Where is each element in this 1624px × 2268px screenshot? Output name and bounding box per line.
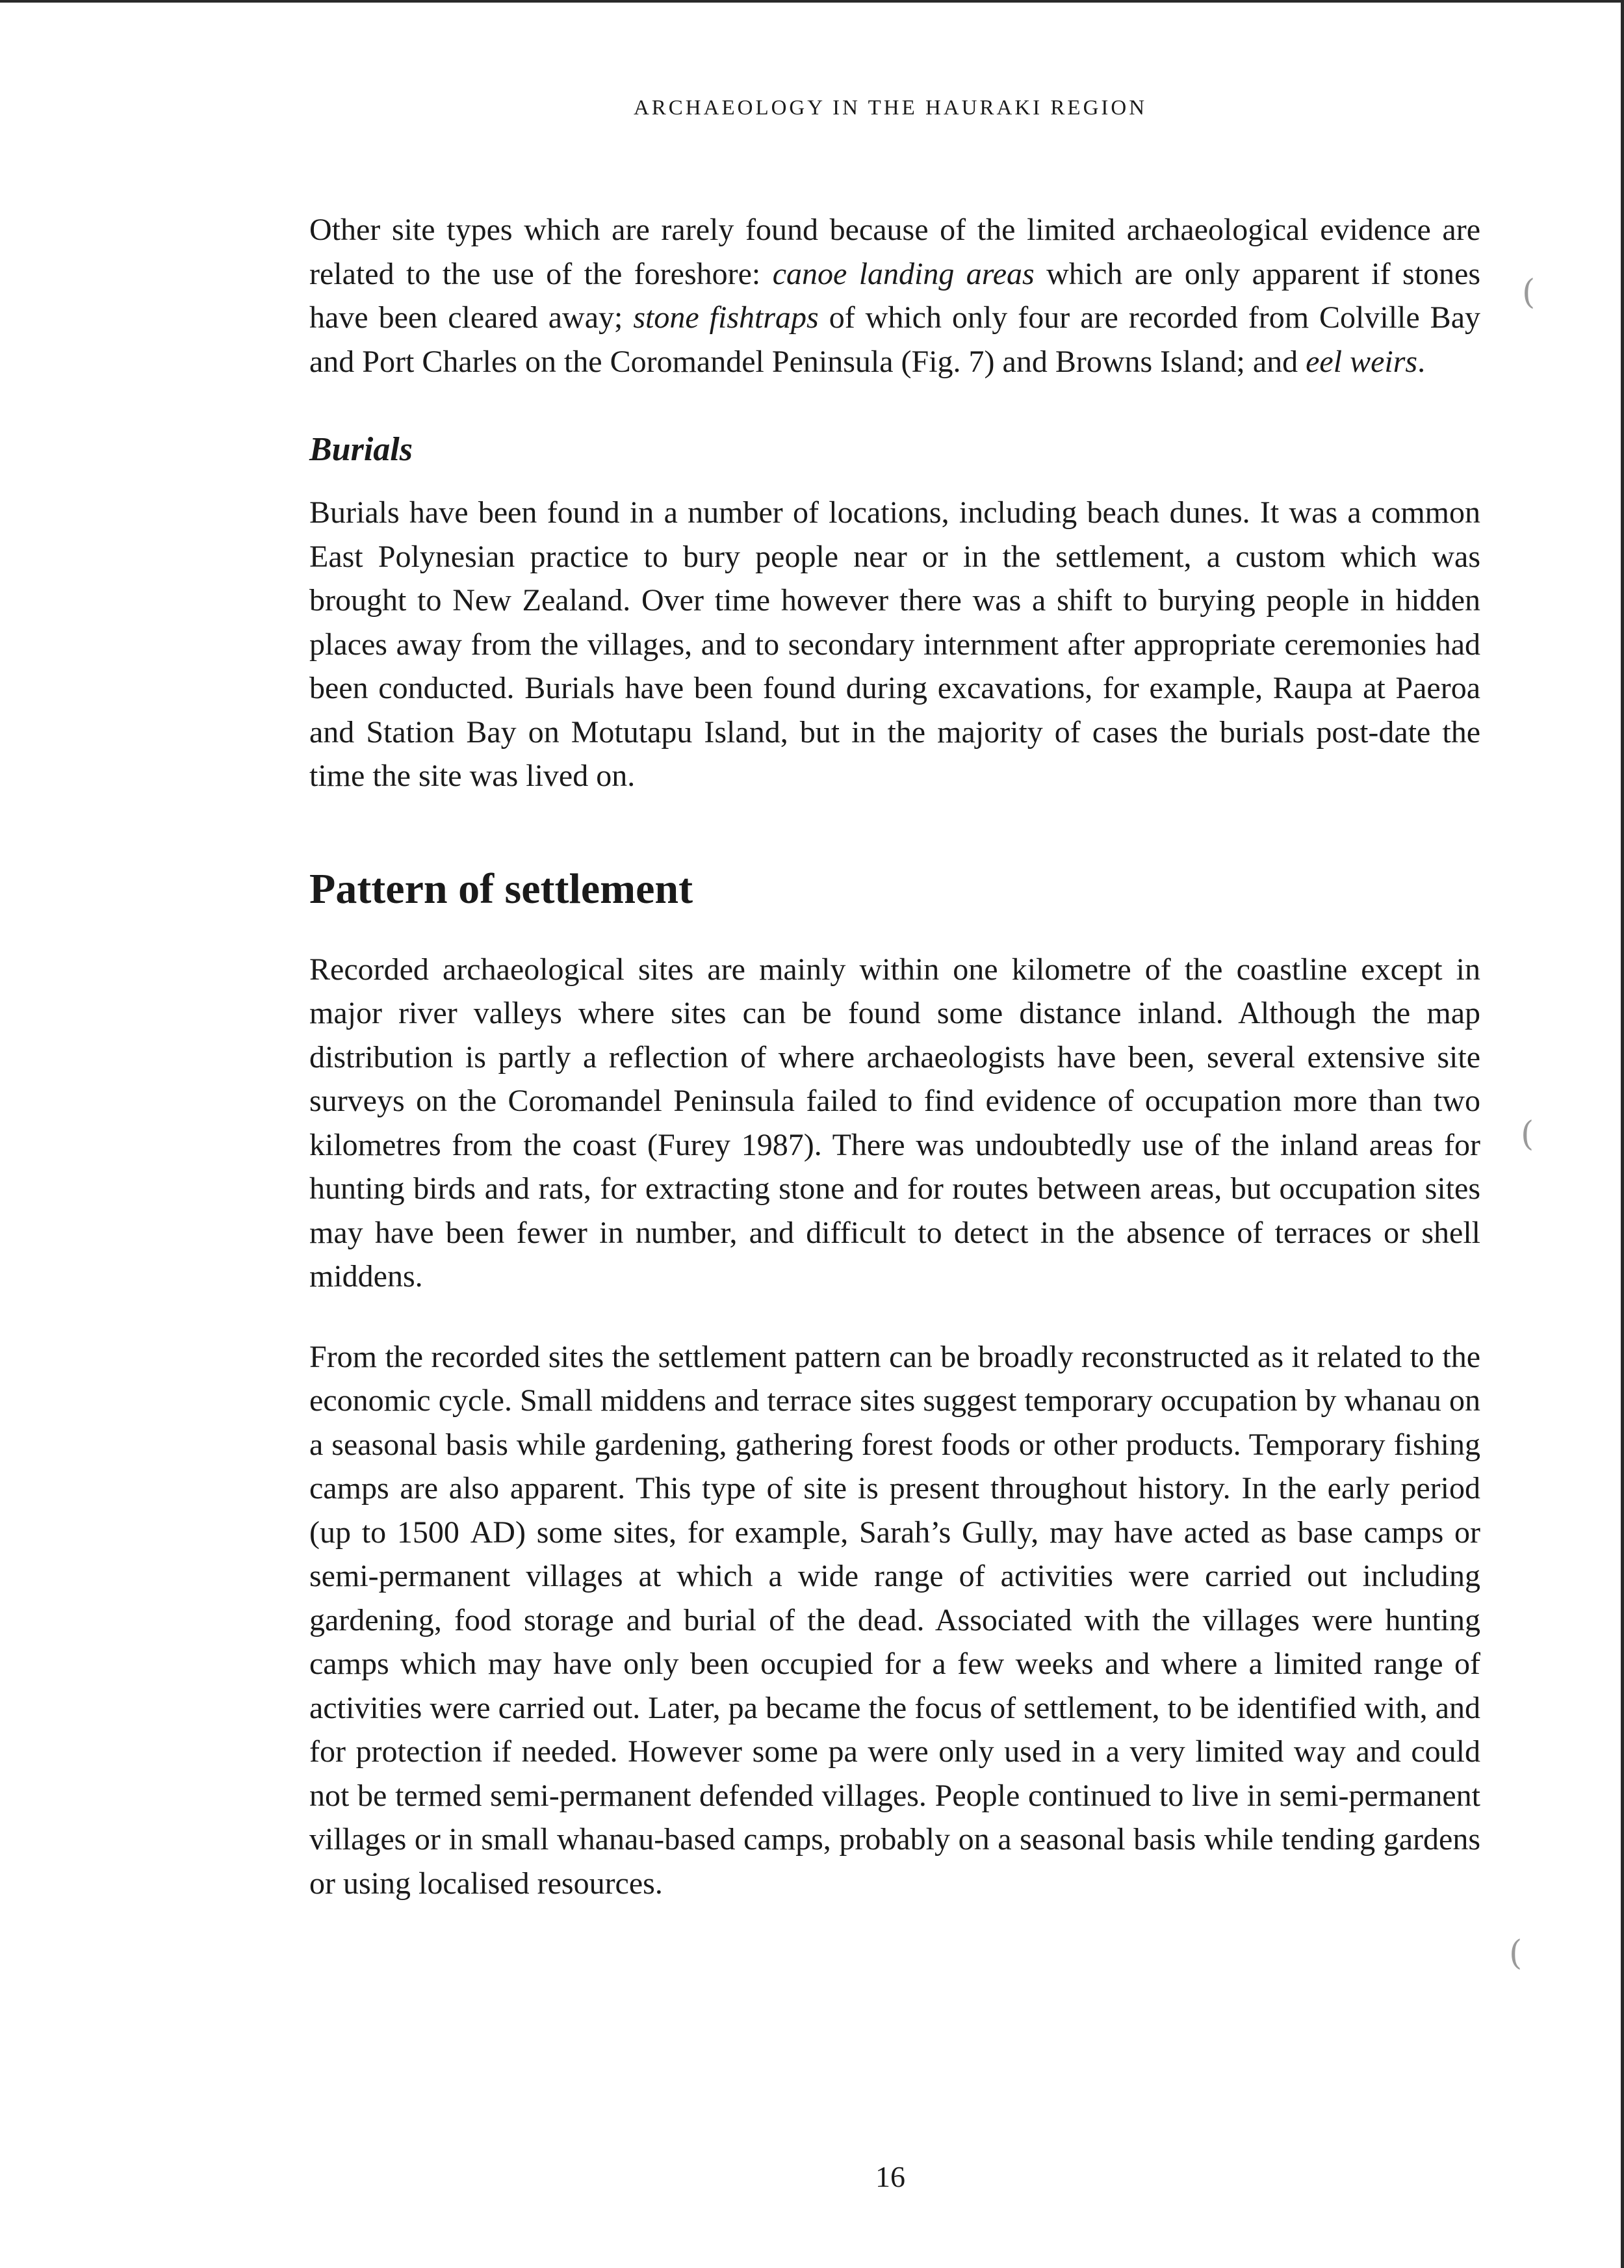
- running-head: ARCHAEOLOGY IN THE HAURAKI REGION: [633, 96, 1148, 120]
- margin-mark: (: [1522, 273, 1536, 312]
- intro-text-4: .: [1417, 344, 1426, 379]
- settlement-paragraph-2: [309, 1335, 1480, 1906]
- intro-paragraph: [309, 208, 1480, 384]
- burials-heading: Burials: [309, 431, 413, 468]
- intro-text-1: Other site types which are rarely found because of the limited archaeological evidence are related to the use of the foreshore:: [309, 213, 1480, 291]
- settlement-paragraph-1: Recorded archaeological sites are mainly within one kilometre of the coastline except in major river valleys where sites can be found some distance inland. Although the map distribution is partly a reflection of where archaeologists have been, several extensive site surveys on the Coromandel Peninsula failed to find evidence of occupation more than two kilometres from the coast (Furey 1987). There was undoubtedly use of the inland areas for hunting birds and rats, for extracting stone and for routes between areas, but occupation sites may have been fewer in number, and difficult to detect in the absence of terraces or shell middens.: [309, 952, 1480, 1294]
- era-abbreviation: AD: [470, 1515, 515, 1550]
- margin-mark: (: [1509, 1934, 1523, 1973]
- scan-edge-top: [0, 0, 1624, 3]
- intro-text-2: which are only apparent if stones have been cleared away;: [309, 256, 1481, 335]
- pattern-of-settlement-heading: Pattern of settlement: [309, 865, 693, 913]
- intro-text-3: of which only four are recorded from Colville Bay and Port Charles on the Coromandel Peninsula (Fig. 7) and Browns Island; and: [309, 300, 1480, 379]
- scan-edge-right: [1621, 0, 1624, 2268]
- page-content: [309, 208, 1480, 1905]
- intro-italic-eel-weirs: eel weirs: [1306, 344, 1418, 379]
- burials-paragraph: Burials have been found in a number of locations, including beach dunes. It was a common East Polynesian practice to bury people near or in the settlement, a custom which was brought to New Zealand. Over time however there was a shift to burying people in hidden places away from the villages, and to secondary internment after appropriate ceremonies had been conducted. Burials have been found during excavations, for example, Raupa at Paeroa and Station Bay on Motutapu Island, but in the majority of cases the burials post-date the time the site was lived on.: [309, 495, 1480, 793]
- settlement-paragraph-2-part-2: ) some sites, for example, Sarah’s Gully, may have acted as base camps or semi-permanent villages at which a wide range of activities were carried out including gardening, food storage and burial of the dead. Associated with the villages were hunting camps which may have only been occupied for a few weeks and where a limited range of activities were carried out. Later, pa became the focus of settlement, to be identified with, and for protection if needed. However some pa were only used in a very limited way and could not be termed semi-permanent defended villages. People continued to live in semi-permanent villages or in small whanau-based camps, probably on a seasonal basis while tending gardens or using localised resources.: [309, 1515, 1480, 1901]
- page-number: 16: [875, 2160, 905, 2193]
- settlement-paragraph-2-part-1: From the recorded sites the settlement pattern can be broadly reconstructed as it related to the economic cycle. Small middens and terrace sites suggest temporary occupation by whanau on a seasonal basis while gardening, gathering forest foods or other products. Temporary fishing camps are also apparent. This type of site is present throughout history. In the early period (up to 1500: [309, 1339, 1480, 1550]
- intro-italic-stone-fishtraps: stone fishtraps: [633, 300, 819, 335]
- margin-mark: (: [1521, 1115, 1534, 1154]
- intro-italic-canoe-landing-areas: canoe landing areas: [772, 256, 1035, 291]
